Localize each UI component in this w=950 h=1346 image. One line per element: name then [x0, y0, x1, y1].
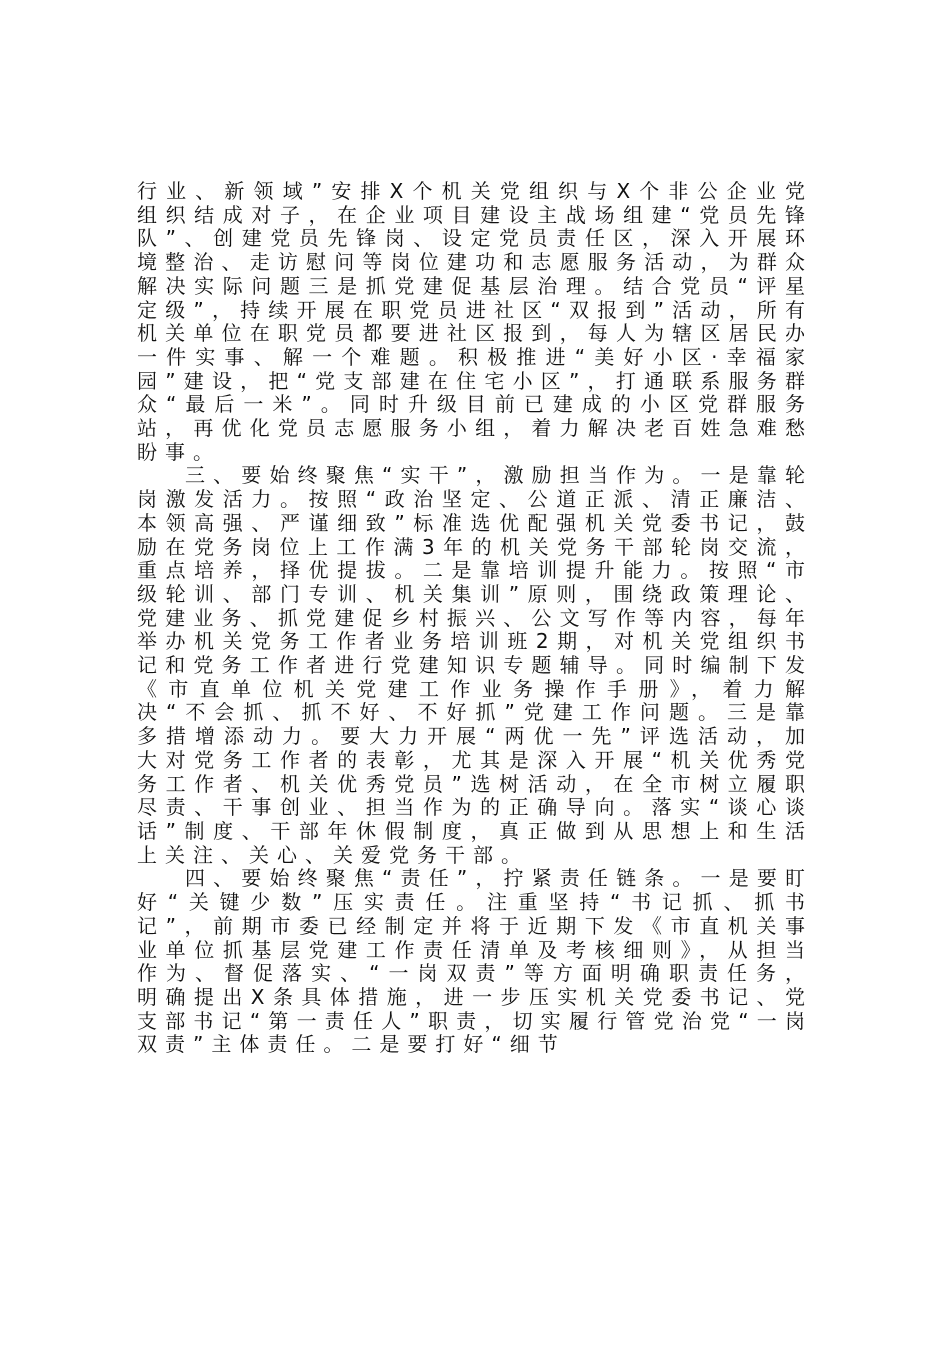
paragraph-3: 四、要始终聚焦“责任”，拧紧责任链条。一是要盯好“关键少数”压实责任。注重坚持“书记抓、抓书记”，前期市委已经制定并将于近期下发《市直机关事业单位抓基层党建工作责任清单及考核细则》，从担当作为、督促落实、“一岗双责”等方面明确职责任务，明确提出X条具体措施，进一步压实机关党委书记、党支部书记“第一责任人”职责，切实履行管党治党“一岗双责”主体责任。二是要打好“细节 [137, 866, 813, 1057]
body-text [137, 180, 813, 1057]
paragraph-2: 三、要始终聚焦“实干”，激励担当作为。一是靠轮岗激发活力。按照“政治坚定、公道正派、清正廉洁、本领高强、严谨细致”标准选优配强机关党委书记，鼓励在党务岗位上工作满3年的机关党务干部轮岗交流，重点培养，择优提拔。二是靠培训提升能力。按照“市级轮训、部门专训、机关集训”原则，围绕政策理论、党建业务、抓党建促乡村振兴、公文写作等内容，每年举办机关党务工作者业务培训班2期，对机关党组织书记和党务工作者进行党建知识专题辅导。同时编制下发《市直单位机关党建工作业务操作手册》，着力解决“不会抓、抓不好、不好抓”党建工作问题。三是靠多措增添动力。要大力开展“两优一先”评选活动，加大对党务工作者的表彰，尤其是深入开展“机关优秀党务工作者、机关优秀党员”选树活动，在全市树立履职尽责、干事创业、担当作为的正确导向。落实“谈心谈话”制度、干部年休假制度，真正做到从思想上和生活上关注、关心、关爱党务干部。 [137, 463, 813, 867]
paragraph-1: 行业、新领域”安排X个机关党组织与X个非公企业党组织结成对子，在企业项目建设主战场组建“党员先锋队”、创建党员先锋岗、设定党员责任区，深入开展环境整治、走访慰问等岗位建功和志愿服务活动，为群众解决实际问题三是抓党建促基层治理。结合党员“评星定级”，持续开展在职党员进社区“双报到”活动，所有机关单位在职党员都要进社区报到，每人为辖区居民办一件实事、解一个难题。积极推进“美好小区·幸福家园”建设，把“党支部建在住宅小区”，打通联系服务群众“最后一米”。同时升级目前已建成的小区党群服务站，再优化党员志愿服务小组，着力解决老百姓急难愁盼事。 [137, 179, 813, 464]
